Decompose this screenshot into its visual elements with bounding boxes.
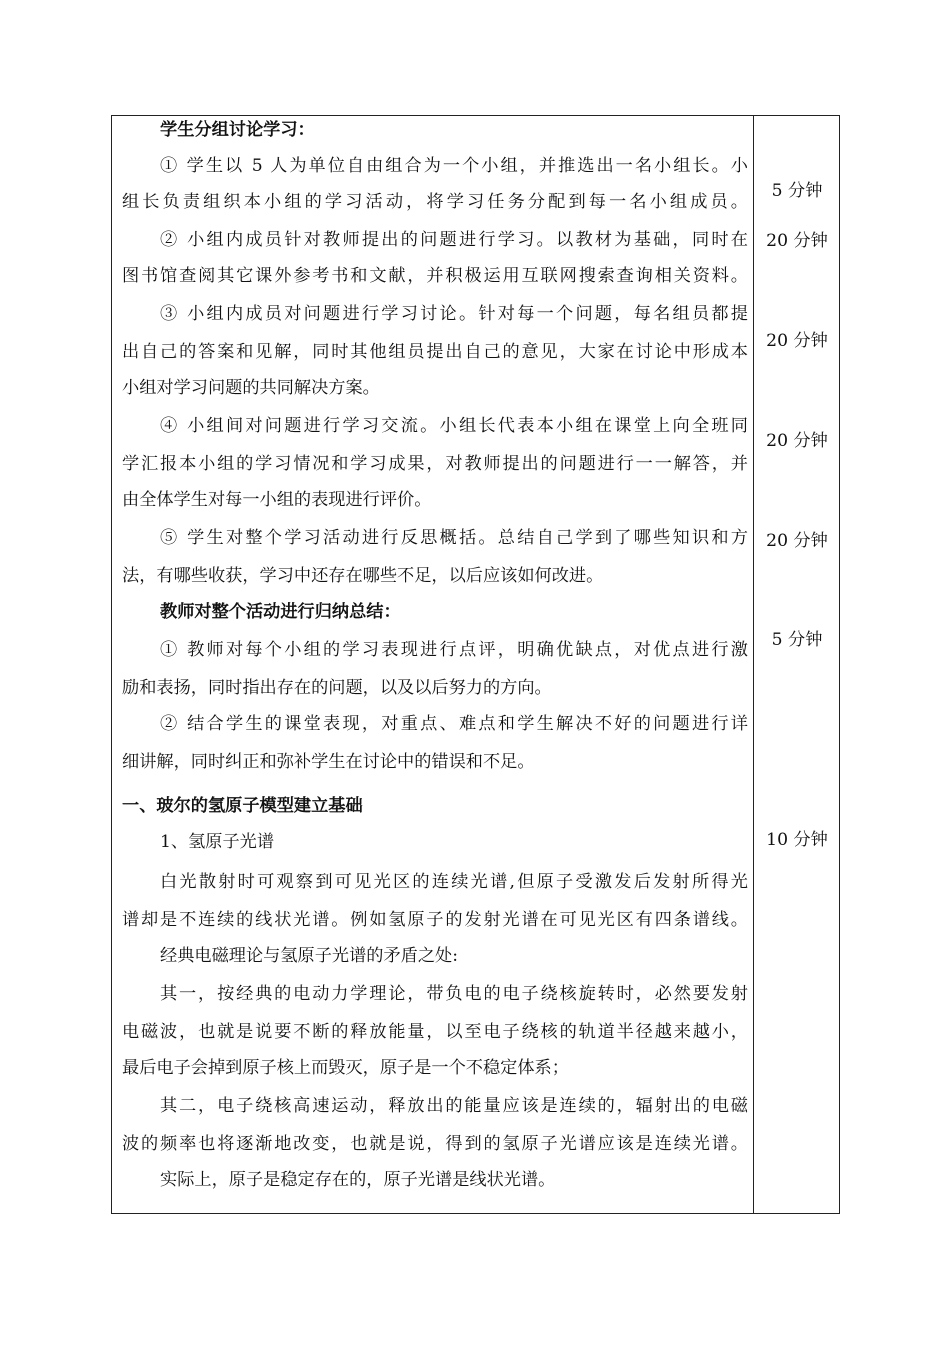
paragraph-line: ④ 小组间对问题进行学习交流。小组长代表本小组在课堂上向全班同 — [160, 416, 748, 436]
column-divider — [753, 115, 754, 1214]
paragraph-line: 实际上，原子是稳定存在的，原子光谱是线状光谱。 — [160, 1170, 556, 1190]
paragraph-line: 经典电磁理论与氢原子光谱的矛盾之处: — [160, 946, 458, 966]
paragraph-line: 法，有哪些收获，学习中还存在哪些不足，以后应该如何改进。 — [122, 566, 604, 586]
paragraph-line: 由全体学生对每一小组的表现进行评价。 — [122, 490, 432, 510]
time-cell: 20 分钟 — [766, 331, 828, 351]
paragraph-line: 小组对学习问题的共同解决方案。 — [122, 378, 380, 398]
paragraph-line: 波的频率也将逐渐地改变，也就是说，得到的氢原子光谱应该是连续光谱。 — [122, 1134, 748, 1154]
group-heading: 学生分组讨论学习： — [160, 120, 315, 140]
paragraph-line: 组长负责组织本小组的学习活动，将学习任务分配到每一名小组成员。 — [122, 192, 748, 212]
paragraph-line: 细讲解，同时纠正和弥补学生在讨论中的错误和不足。 — [122, 752, 535, 772]
time-cell: 20 分钟 — [766, 231, 828, 251]
time-cell: 5 分钟 — [771, 181, 823, 201]
time-cell: 20 分钟 — [766, 431, 828, 451]
paragraph-line: 最后电子会掉到原子核上而毁灭，原子是一个不稳定体系； — [122, 1058, 569, 1078]
paragraph-line: 谱却是不连续的线状光谱。例如氢原子的发射光谱在可见光区有四条谱线。 — [122, 910, 748, 930]
paragraph-line: ③ 小组内成员对问题进行学习讨论。针对每一个问题，每名组员都提 — [160, 304, 748, 324]
sub-heading: 1、氢原子光谱 — [160, 832, 275, 852]
teacher-heading: 教师对整个活动进行归纳总结： — [160, 602, 401, 622]
paragraph-line: 其一，按经典的电动力学理论，带负电的电子绕核旋转时，必然要发射 — [160, 984, 748, 1004]
time-cell: 20 分钟 — [766, 531, 828, 551]
paragraph-line: 出自己的答案和见解，同时其他组员提出自己的意见，大家在讨论中形成本 — [122, 342, 748, 362]
paragraph-line: ① 教师对每个小组的学习表现进行点评，明确优缺点，对优点进行激 — [160, 640, 748, 660]
paragraph-line: 其二，电子绕核高速运动，释放出的能量应该是连续的，辐射出的电磁 — [160, 1096, 748, 1116]
paragraph-line: ② 小组内成员针对教师提出的问题进行学习。以教材为基础，同时在 — [160, 230, 748, 250]
paragraph-line: 图书馆查阅其它课外参考书和文献，并积极运用互联网搜索查询相关资料。 — [122, 266, 748, 286]
paragraph-line: ⑤ 学生对整个学习活动进行反思概括。总结自己学到了哪些知识和方 — [160, 528, 748, 548]
time-cell: 10 分钟 — [766, 830, 828, 850]
time-cell: 5 分钟 — [771, 630, 823, 650]
section-heading: 一、玻尔的氢原子模型建立基础 — [122, 796, 363, 816]
paragraph-line: 学汇报本小组的学习情况和学习成果，对教师提出的问题进行一一解答，并 — [122, 454, 748, 474]
paragraph-line: 励和表扬，同时指出存在的问题，以及以后努力的方向。 — [122, 678, 552, 698]
paragraph-line: 电磁波，也就是说要不断的释放能量，以至电子绕核的轨道半径越来越小， — [122, 1022, 748, 1042]
paragraph-line: 白光散射时可观察到可见光区的连续光谱,但原子受激发后发射所得光 — [160, 872, 748, 892]
paragraph-line: ② 结合学生的课堂表现，对重点、难点和学生解决不好的问题进行详 — [160, 714, 748, 734]
paragraph-line: ① 学生以 5 人为单位自由组合为一个小组，并推选出一名小组长。小 — [160, 156, 748, 176]
